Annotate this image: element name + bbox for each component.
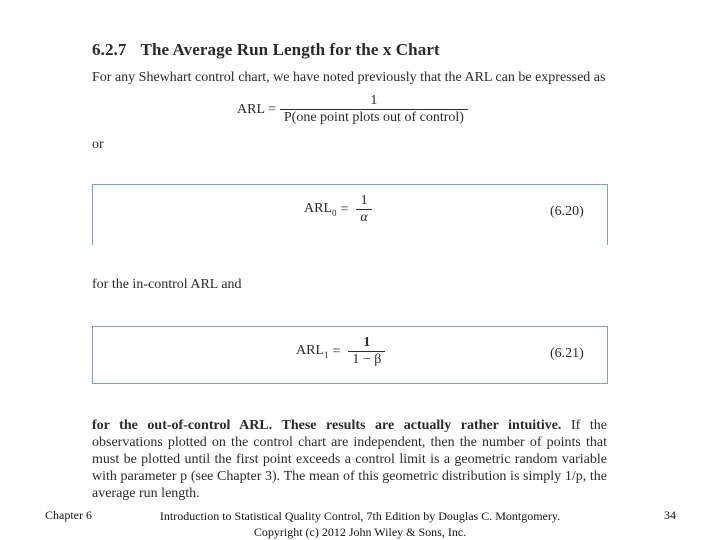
arl1-denominator: 1 − β <box>352 352 382 367</box>
arl-denominator: P(one point plots out of control) <box>283 110 464 125</box>
intro-paragraph: For any Shewhart control chart, we have noted previously that the ARL can be expressed as <box>92 70 606 85</box>
arl1-numerator: 1 <box>363 335 371 350</box>
section-number: 6.2.7 <box>92 40 127 59</box>
arl1-lhs: $ARL_1$ <box>296 343 329 360</box>
equation-number-6-21: (6.21) <box>550 346 584 361</box>
equation-box-6-21 <box>92 326 608 384</box>
equation-6-21 <box>296 335 385 368</box>
equals-sign: = <box>332 343 341 359</box>
arl1-fraction <box>348 335 385 368</box>
explanation-rest: If the observations plotted on the control chart are independent, then the number of points that must be plotted until the first point exceeds a control limit is a geometric random variable with parameter p (see Chapter 3). The mean of this geometric distribution is simply 1/p, the average run length. <box>92 418 607 501</box>
in-control-text: for the in-control ARL and <box>92 277 242 292</box>
section-heading <box>92 40 440 60</box>
equation-6-20 <box>304 193 372 226</box>
explanation-bold-lead: for the out-of-control ARL. These results are actually rather intuitive. <box>92 418 562 433</box>
arl0-lhs: $ARL_0$ <box>304 201 337 218</box>
equation-number-6-20: (6.20) <box>550 204 584 219</box>
equation-box-6-20 <box>92 184 608 245</box>
arl-lhs: ARL = <box>237 101 276 117</box>
arl0-denominator: α <box>360 210 368 225</box>
footer-citation-line2: Copyright (c) 2012 John Wiley & Sons, Inc. <box>253 525 467 539</box>
arl0-numerator: 1 <box>360 193 368 208</box>
section-title: The Average Run Length for the x Chart <box>140 40 440 59</box>
arl-numerator: 1 <box>370 93 378 108</box>
arl-equation <box>237 93 468 126</box>
footer-chapter: Chapter 6 <box>45 508 92 522</box>
footer-page-number: 34 <box>664 508 676 522</box>
footer-citation-line1: Introduction to Statistical Quality Control, 7th Edition by Douglas C. Montgomery. <box>159 509 561 523</box>
equals-sign: = <box>340 201 349 217</box>
footer-citation <box>130 508 590 540</box>
explanation-paragraph <box>92 417 607 502</box>
arl0-fraction <box>356 193 371 226</box>
arl-fraction <box>280 93 468 126</box>
or-text: or <box>92 137 104 152</box>
